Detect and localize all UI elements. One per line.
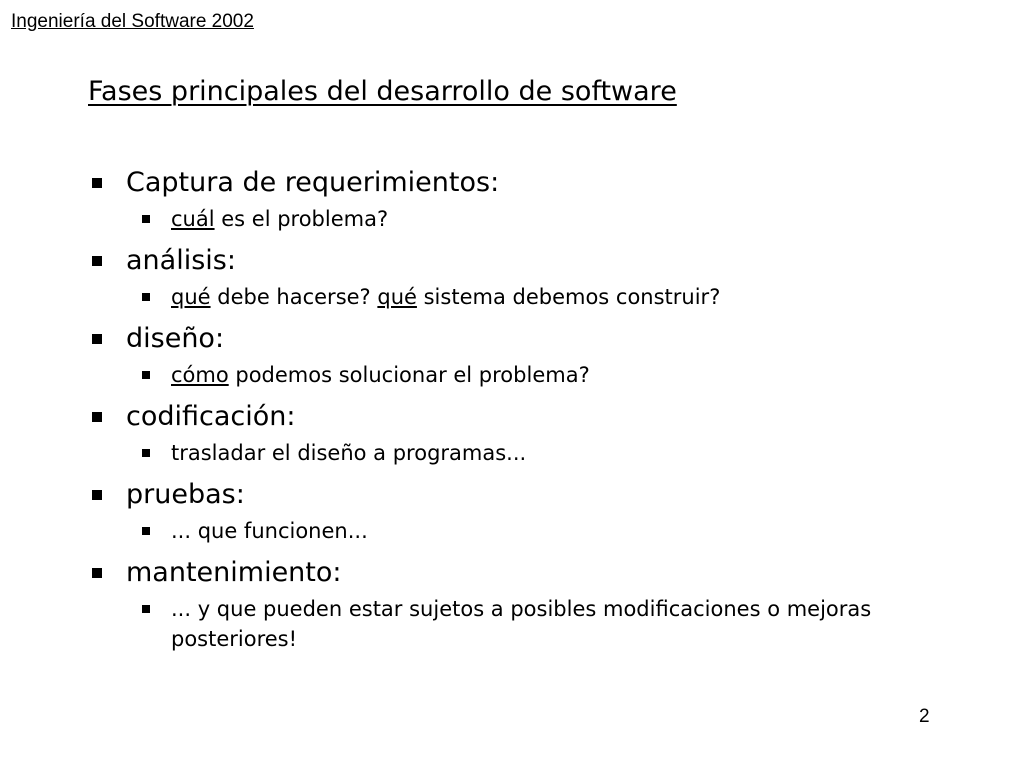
phase-sublist [126, 282, 938, 312]
phase-label: diseño: [126, 323, 225, 354]
subitem-text: sistema debemos construir? [416, 285, 721, 309]
square-bullet-icon [92, 490, 102, 500]
square-bullet-icon [92, 568, 102, 578]
square-bullet-icon [92, 412, 102, 422]
phase-item-maintenance [88, 554, 938, 654]
phase-label: pruebas: [126, 479, 245, 510]
subitem-text: debe hacerse? [210, 285, 378, 309]
phase-item-testing [88, 476, 938, 546]
phase-sublist [126, 516, 938, 546]
phase-label: análisis: [126, 245, 236, 276]
phase-sublist [126, 594, 938, 654]
small-square-bullet-icon [142, 527, 150, 535]
subitem-text: podemos solucionar el problema? [228, 363, 590, 387]
square-bullet-icon [92, 178, 102, 188]
small-square-bullet-icon [142, 371, 150, 379]
slide-title: Fases principales del desarrollo de software [88, 76, 677, 107]
phase-subitem [126, 360, 938, 390]
phase-subitem [126, 282, 938, 312]
subitem-text: ... y que pueden estar sujetos a posibles modificaciones o mejoras posteriores! [171, 597, 872, 651]
phase-subitem [126, 594, 938, 654]
square-bullet-icon [92, 256, 102, 266]
phase-label: mantenimiento: [126, 557, 342, 588]
underlined-keyword: qué [171, 285, 211, 309]
phase-item-design [88, 320, 938, 390]
small-square-bullet-icon [142, 215, 150, 223]
phase-list [88, 164, 938, 654]
phase-label: Captura de requerimientos: [126, 167, 500, 198]
subitem-text: ... que funcionen... [171, 519, 368, 543]
underlined-keyword: cuál [171, 207, 215, 231]
phase-sublist [126, 438, 938, 468]
phase-label: codificación: [126, 401, 296, 432]
phase-subitem [126, 204, 938, 234]
subitem-text: es el problema? [214, 207, 389, 231]
square-bullet-icon [92, 334, 102, 344]
phase-subitem [126, 438, 938, 468]
phase-item-coding [88, 398, 938, 468]
small-square-bullet-icon [142, 293, 150, 301]
underlined-keyword: qué [377, 285, 417, 309]
course-header: Ingeniería del Software 2002 [11, 11, 254, 32]
page-number: 2 [919, 706, 930, 727]
phase-sublist [126, 204, 938, 234]
subitem-text: trasladar el diseño a programas... [171, 441, 527, 465]
phase-sublist [126, 360, 938, 390]
phase-item-requirements [88, 164, 938, 234]
underlined-keyword: cómo [171, 363, 229, 387]
small-square-bullet-icon [142, 449, 150, 457]
phase-subitem [126, 516, 938, 546]
small-square-bullet-icon [142, 605, 150, 613]
phase-item-analysis [88, 242, 938, 312]
